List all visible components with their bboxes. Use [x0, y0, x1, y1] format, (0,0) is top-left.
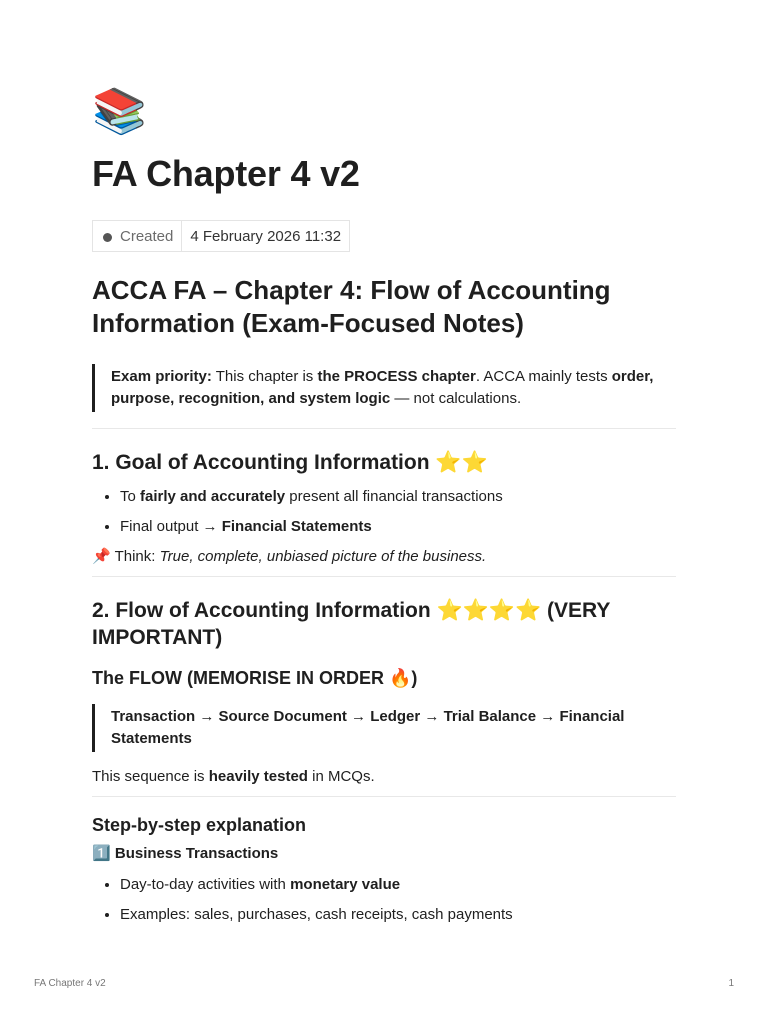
- pin-icon-text: 📌 Think:: [92, 548, 160, 565]
- section-1-heading: 1. Goal of Accounting Information ⭐⭐: [92, 451, 488, 474]
- list-item: • Examples: sales, purchases, cash receipts, cash payments: [120, 904, 676, 925]
- properties-row: [92, 220, 350, 252]
- list-item: • To fairly and accurately present all financial transactions: [120, 486, 676, 507]
- callout-text-2: . ACCA mainly tests: [475, 368, 612, 385]
- list-item: • Final output → Financial Statements: [120, 516, 676, 537]
- created-label: Created: [120, 227, 174, 245]
- goal-list: [92, 486, 676, 537]
- divider: [92, 576, 676, 577]
- main-heading: ACCA FA – Chapter 4: Flow of Accounting Information (Exam-Focused Notes): [92, 275, 611, 338]
- step-1-title: 1️⃣ Business Transactions: [92, 845, 279, 862]
- list-item: • Day-to-day activities with monetary value: [120, 874, 676, 895]
- callout-text-3: — not calculations.: [390, 390, 522, 407]
- document-page: [92, 86, 676, 934]
- exam-priority-callout: [92, 364, 676, 412]
- keycap-one-icon: 1️⃣: [92, 845, 111, 862]
- created-property-key: [93, 221, 182, 251]
- callout-bold-2: the PROCESS chapter: [317, 368, 476, 385]
- flow-subheading: The FLOW (MEMORISE IN ORDER 🔥): [92, 668, 418, 688]
- callout-text-1: This chapter is: [211, 368, 318, 385]
- created-value: 4 February 2026 11:32: [190, 227, 342, 245]
- sequence-note: This sequence is heavily tested in MCQs.: [92, 768, 375, 785]
- step-by-step-heading: Step-by-step explanation: [92, 815, 307, 835]
- page-title: FA Chapter 4 v2: [92, 153, 360, 194]
- step-1-list: [92, 874, 676, 925]
- think-note: [92, 546, 676, 567]
- divider: [92, 428, 676, 429]
- callout-bold-1: Exam priority:: [111, 368, 212, 385]
- clock-icon: [103, 233, 112, 242]
- section-2-heading: 2. Flow of Accounting Information ⭐⭐⭐⭐ (VERY IMPORTANT): [92, 599, 610, 649]
- page-number: 1: [728, 978, 734, 989]
- flow-callout: Transaction → Source Document → Ledger → Trial Balance → Financial Statements: [92, 704, 676, 752]
- divider: [92, 796, 676, 797]
- footer-title: FA Chapter 4 v2: [34, 978, 106, 989]
- books-icon: 📚: [92, 87, 147, 136]
- think-text: True, complete, unbiased picture of the business.: [159, 548, 487, 565]
- callout-bold-3: order, purpose, recognition, and system logic: [111, 368, 654, 407]
